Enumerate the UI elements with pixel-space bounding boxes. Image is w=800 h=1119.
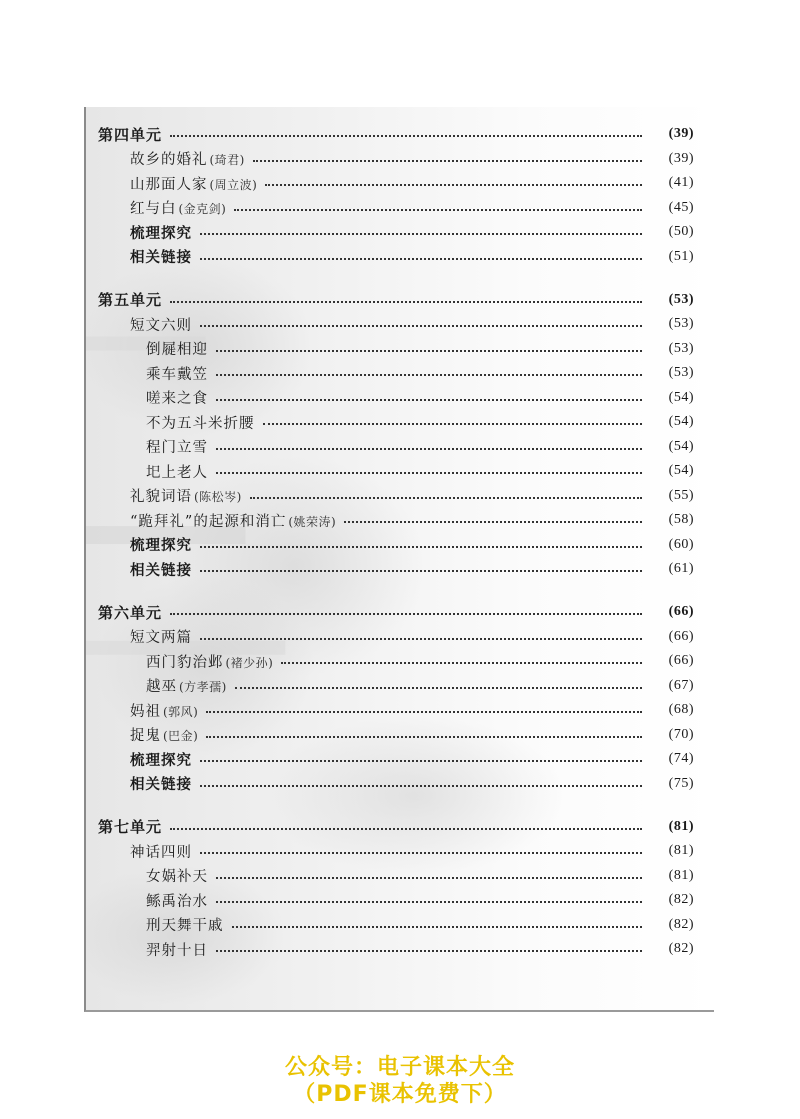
toc-title-text: 越巫 bbox=[146, 679, 177, 695]
toc-entry[interactable] bbox=[86, 864, 714, 888]
toc-title-text: 相关链接 bbox=[130, 561, 192, 579]
toc-entry[interactable] bbox=[86, 674, 714, 698]
dot-leader bbox=[200, 785, 642, 787]
toc-entry-title bbox=[146, 412, 259, 433]
toc-title-text: 女娲补天 bbox=[146, 869, 208, 885]
toc-entry-title bbox=[130, 700, 202, 721]
toc-title-text: 第七单元 bbox=[98, 818, 163, 836]
toc-page-number: (53) bbox=[668, 365, 694, 380]
dot-leader bbox=[216, 950, 642, 952]
toc-entry-title bbox=[146, 363, 212, 384]
toc-title-text: 山那面人家 bbox=[130, 176, 208, 193]
toc-page-number: (54) bbox=[668, 389, 694, 405]
toc-unit-heading[interactable] bbox=[86, 288, 714, 312]
dot-leader bbox=[216, 448, 642, 450]
toc-page-number: (81) bbox=[668, 867, 694, 883]
toc-entry-title bbox=[130, 724, 202, 745]
dot-leader bbox=[250, 497, 642, 499]
toc-author: (褚少孙) bbox=[225, 655, 274, 670]
toc-title-text: 梳理探究 bbox=[130, 751, 192, 769]
toc-page-number: (67) bbox=[668, 677, 694, 693]
toc-author: (琦君) bbox=[209, 153, 245, 167]
toc-entry-title bbox=[98, 602, 166, 623]
toc-author: (周立波) bbox=[209, 177, 258, 192]
dot-leader bbox=[216, 374, 642, 376]
dot-leader bbox=[170, 301, 642, 303]
toc-unit-heading[interactable] bbox=[86, 122, 714, 146]
toc-page-number: (82) bbox=[668, 916, 694, 932]
toc-entry[interactable] bbox=[86, 245, 714, 269]
dot-leader bbox=[263, 423, 643, 425]
toc-page-number: (58) bbox=[668, 512, 694, 527]
toc-title-text: 短文六则 bbox=[130, 317, 192, 334]
toc-page-number: (82) bbox=[668, 941, 694, 956]
dot-leader bbox=[232, 926, 643, 928]
toc-page-number: (54) bbox=[668, 414, 694, 429]
dot-leader bbox=[265, 184, 642, 186]
toc-entry[interactable] bbox=[86, 937, 714, 961]
toc-title-text: 短文两篇 bbox=[130, 630, 192, 646]
toc-author: (巴金) bbox=[163, 729, 199, 743]
toc-title-text: 西门豹治邺 bbox=[146, 654, 224, 671]
toc-entry[interactable] bbox=[86, 361, 714, 385]
dot-leader bbox=[200, 570, 642, 572]
toc-page-number: (54) bbox=[668, 438, 694, 454]
toc-page-number: (53) bbox=[668, 340, 694, 356]
toc-entry[interactable] bbox=[86, 913, 714, 937]
toc-entry[interactable] bbox=[86, 698, 714, 722]
toc-page-number: (45) bbox=[668, 199, 694, 215]
toc-entry-title bbox=[130, 510, 340, 531]
toc-entry-title bbox=[130, 485, 246, 506]
dot-leader bbox=[216, 399, 642, 401]
toc-page-number: (70) bbox=[668, 726, 694, 742]
toc-entry-title bbox=[146, 387, 212, 408]
toc-entry-title bbox=[130, 749, 196, 770]
toc-page-number: (68) bbox=[668, 702, 694, 717]
toc-title-text: 妈祖 bbox=[130, 703, 161, 720]
toc-entry[interactable] bbox=[86, 747, 714, 771]
toc-entry[interactable] bbox=[86, 171, 714, 195]
toc-entry-title bbox=[146, 675, 231, 696]
toc-entry-title bbox=[130, 841, 196, 862]
toc-title-text: 第四单元 bbox=[98, 125, 163, 144]
toc-entry[interactable] bbox=[86, 557, 714, 581]
dot-leader bbox=[200, 852, 642, 854]
toc-unit-heading[interactable] bbox=[86, 815, 714, 839]
toc-page-number: (74) bbox=[668, 751, 694, 766]
toc-page-number: (81) bbox=[668, 843, 694, 858]
toc-entry[interactable] bbox=[86, 459, 714, 483]
toc-entry-title bbox=[146, 914, 228, 935]
toc-entry-title bbox=[130, 626, 196, 647]
dot-leader bbox=[216, 877, 642, 879]
dot-leader bbox=[234, 209, 642, 211]
toc-page-number: (66) bbox=[668, 628, 694, 644]
toc-entry[interactable] bbox=[86, 888, 714, 912]
toc-title-text: 故乡的婚礼 bbox=[130, 152, 208, 168]
toc-page-number: (82) bbox=[668, 892, 694, 907]
toc-entry-title bbox=[130, 559, 196, 580]
toc-entry-title bbox=[130, 197, 230, 218]
toc-title-text: 羿射十日 bbox=[146, 942, 208, 959]
toc-title-text: 圯上老人 bbox=[146, 464, 208, 481]
toc-entry[interactable] bbox=[86, 220, 714, 244]
toc-entry[interactable] bbox=[86, 839, 714, 863]
toc-entry[interactable] bbox=[86, 312, 714, 336]
toc-entry-title bbox=[146, 338, 212, 359]
toc-entry[interactable] bbox=[86, 147, 714, 171]
toc-entry-title bbox=[146, 436, 212, 457]
toc-title-text: 刑天舞干戚 bbox=[146, 918, 224, 934]
toc-entry[interactable] bbox=[86, 386, 714, 410]
toc-page-number: (51) bbox=[668, 248, 694, 264]
toc-entry-title bbox=[146, 461, 212, 482]
toc-entry[interactable] bbox=[86, 723, 714, 747]
toc-entry[interactable] bbox=[86, 196, 714, 220]
toc-page-number: (81) bbox=[668, 818, 694, 834]
toc-entry[interactable] bbox=[86, 533, 714, 557]
dot-leader bbox=[253, 160, 642, 162]
toc-entry-title bbox=[146, 651, 277, 672]
toc-page-number: (53) bbox=[668, 291, 694, 307]
toc-title-text: 鲧禹治水 bbox=[146, 893, 208, 910]
toc-entry-title bbox=[146, 939, 212, 960]
toc-entry[interactable] bbox=[86, 484, 714, 508]
dot-leader bbox=[170, 613, 642, 615]
toc-entry-title bbox=[130, 173, 261, 194]
toc-entry-title bbox=[146, 890, 212, 911]
toc-page-number: (75) bbox=[668, 775, 694, 791]
toc-title-text: 梳理探究 bbox=[130, 537, 192, 554]
toc-title-text: 第六单元 bbox=[98, 603, 163, 622]
toc-entry-title bbox=[146, 865, 212, 886]
toc-entry[interactable] bbox=[86, 337, 714, 361]
toc-title-text: “跪拜礼”的起源和消亡 bbox=[130, 513, 287, 530]
document-page bbox=[84, 107, 714, 1012]
dot-leader bbox=[200, 258, 642, 260]
dot-leader bbox=[206, 711, 642, 713]
toc-page-number: (39) bbox=[668, 150, 694, 166]
toc-author: (陈松岑) bbox=[194, 490, 242, 504]
toc-entry[interactable] bbox=[86, 649, 714, 673]
toc-title-text: 梳理探究 bbox=[130, 224, 192, 242]
watermark-line-1: 公众号：电子课本大全 bbox=[284, 1055, 515, 1080]
toc-entry-title bbox=[130, 773, 196, 794]
toc-author: (方孝孺) bbox=[179, 680, 227, 694]
dot-leader bbox=[235, 687, 642, 689]
toc-unit-heading[interactable] bbox=[86, 600, 714, 624]
dot-leader bbox=[200, 233, 642, 235]
toc-page-number: (60) bbox=[668, 536, 694, 552]
toc-entry[interactable] bbox=[86, 625, 714, 649]
toc-entry-title bbox=[130, 246, 196, 267]
table-of-contents bbox=[86, 107, 714, 1010]
toc-title-text: 相关链接 bbox=[130, 249, 192, 266]
toc-page-number: (66) bbox=[668, 653, 694, 668]
toc-title-text: 第五单元 bbox=[98, 291, 163, 309]
toc-author: (郭风) bbox=[163, 704, 199, 719]
dot-leader bbox=[216, 901, 642, 903]
toc-title-text: 捉鬼 bbox=[130, 728, 161, 744]
toc-page-number: (41) bbox=[668, 175, 694, 190]
toc-author: (金克剑) bbox=[178, 202, 227, 216]
toc-entry[interactable] bbox=[86, 508, 714, 532]
toc-title-text: 嗟来之食 bbox=[146, 391, 208, 407]
dot-leader bbox=[170, 828, 642, 830]
dot-leader bbox=[281, 662, 642, 664]
dot-leader bbox=[200, 546, 642, 548]
toc-title-text: 神话四则 bbox=[130, 844, 192, 861]
toc-page-number: (54) bbox=[668, 463, 694, 478]
toc-author: (姚荣涛) bbox=[288, 514, 337, 529]
toc-entry-title bbox=[130, 148, 249, 169]
dot-leader bbox=[200, 325, 642, 327]
toc-entry[interactable] bbox=[86, 435, 714, 459]
dot-leader bbox=[344, 521, 642, 523]
dot-leader bbox=[206, 736, 642, 738]
toc-entry-title bbox=[130, 222, 196, 243]
toc-entry-title bbox=[98, 289, 166, 310]
toc-title-text: 不为五斗米折腰 bbox=[146, 415, 255, 432]
toc-title-text: 红与白 bbox=[130, 201, 177, 217]
toc-entry[interactable] bbox=[86, 772, 714, 796]
toc-entry-title bbox=[98, 124, 166, 145]
dot-leader bbox=[170, 135, 642, 137]
toc-entry-title bbox=[98, 816, 166, 837]
dot-leader bbox=[216, 350, 642, 352]
toc-page-number: (53) bbox=[668, 316, 694, 331]
dot-leader bbox=[200, 760, 642, 762]
watermark-line-2: （PDF课本免费下） bbox=[293, 1082, 507, 1107]
dot-leader bbox=[216, 472, 642, 474]
toc-title-text: 相关链接 bbox=[130, 776, 192, 793]
toc-entry-title bbox=[130, 314, 196, 335]
toc-title-text: 程门立雪 bbox=[146, 440, 208, 456]
toc-title-text: 倒屣相迎 bbox=[146, 342, 208, 358]
dot-leader bbox=[200, 638, 642, 640]
toc-page-number: (39) bbox=[668, 126, 694, 141]
toc-title-text: 乘车戴笠 bbox=[146, 366, 208, 383]
toc-title-text: 礼貌词语 bbox=[130, 489, 192, 505]
toc-page-number: (55) bbox=[668, 487, 694, 503]
toc-page-number: (66) bbox=[668, 604, 694, 619]
toc-page-number: (50) bbox=[668, 224, 694, 239]
toc-entry[interactable] bbox=[86, 410, 714, 434]
toc-entry-title bbox=[130, 534, 196, 555]
toc-page-number: (61) bbox=[668, 561, 694, 576]
